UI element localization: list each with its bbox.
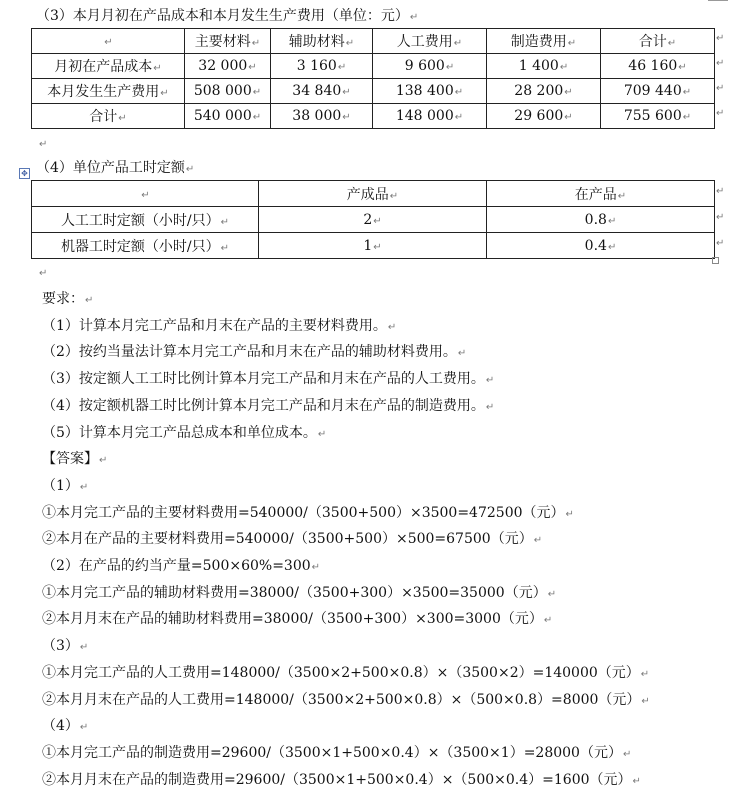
table-cell: 1 400↵ [487,54,601,79]
table-row [32,104,715,129]
table-row [32,207,715,233]
text-line: （4）↵ [42,718,89,735]
section-3-title: （3）本月月初在产品成本和本月发生生产费用（单位：元）↵ [36,8,419,24]
table-header-cell: ↵ [32,181,259,207]
table-cell: 540 000↵ [185,104,271,129]
table-cell: 38 000↵ [271,104,373,129]
table-cell: 148 000↵ [373,104,487,129]
table-header-row [32,181,715,207]
text-line: ②本月在产品的主要材料费用=540000/（3500+500）×500=67500（元）↵ [42,531,543,548]
section-4-title: （4）单位产品工时定额↵ [36,160,195,176]
row-end-mark: ↵ [716,58,725,69]
table-header-cell: 辅助材料↵ [271,29,373,54]
text-line: （3）↵ [42,638,89,655]
row-end-mark: ↵ [716,108,725,119]
text-line: ①本月完工产品的辅助材料费用=38000/（3500+300）×3500=35000（元）↵ [42,584,557,601]
table-cell: 28 200↵ [487,79,601,104]
text-line: （1）↵ [42,477,89,494]
table-cell: 合计↵ [32,104,185,129]
empty-paragraph: ↵ [39,268,48,279]
text-line: ②本月月末在产品的制造费用=29600/（3500×1+500×0.4）×（500×0.4）=1600（元）↵ [42,771,641,788]
table-cell: 人工工时定额（小时/只）↵ [32,207,259,233]
table-resize-handle[interactable] [712,257,719,264]
answer-heading: 【答案】↵ [42,451,108,468]
table-row [32,54,715,79]
work-hour-table [31,180,715,259]
text-line: （2）按约当量法计算本月完工产品和月末在产品的辅助材料费用。↵ [42,344,467,361]
table-header-cell: 产成品↵ [259,181,487,207]
table-cell: 0.4↵ [487,233,715,259]
text-line: （4）按定额机器工时比例计算本月完工产品和月末在产品的制造费用。↵ [42,397,495,414]
text-line: ①本月完工产品的制造费用=29600/（3500×1+500×0.4）×（3500×1）=28000（元）↵ [42,744,632,761]
text-line: ②本月月末在产品的辅助材料费用=38000/（3500+300）×300=3000（元）↵ [42,611,553,628]
table-header-row [32,29,715,54]
table-header-cell: 在产品↵ [487,181,715,207]
table-cell: 1↵ [259,233,487,259]
table-row [32,79,715,104]
table-move-handle-icon[interactable]: ✥ [19,168,30,179]
table-header-cell: 主要材料↵ [185,29,271,54]
row-end-mark: ↵ [716,212,725,223]
table-row [32,233,715,259]
table-cell: 机器工时定额（小时/只）↵ [32,233,259,259]
page-corner-mark [708,0,728,4]
table-cell: 138 400↵ [373,79,487,104]
table-cell: 32 000↵ [185,54,271,79]
text-line: ②本月月末在产品的人工费用=148000/（3500×2+500×0.8）×（500×0.8）=8000（元）↵ [42,691,650,708]
text-line: （3）按定额人工工时比例计算本月完工产品和月末在产品的人工费用。↵ [42,371,495,388]
table-cell: 29 600↵ [487,104,601,129]
text-line: （5）计算本月完工产品总成本和单位成本。↵ [42,424,327,441]
body-text [42,287,650,794]
table-header-cell: ↵ [32,29,185,54]
text-line: 要求：↵ [42,291,94,307]
table-cell: 0.8↵ [487,207,715,233]
table-cell: 月初在产品成本↵ [32,54,185,79]
table-cell: 508 000↵ [185,79,271,104]
table-header-cell: 制造费用↵ [487,29,601,54]
row-end-mark: ↵ [716,186,725,197]
empty-paragraph: ↵ [39,139,48,150]
cost-table [31,28,715,129]
table-cell: 9 600↵ [373,54,487,79]
table-cell: 本月发生生产费用↵ [32,79,185,104]
table-cell: 2↵ [259,207,487,233]
table-cell: 34 840↵ [271,79,373,104]
table-header-cell: 合计↵ [601,29,715,54]
text-line: ①本月完工产品的人工费用=148000/（3500×2+500×0.8）×（3500×2）=140000（元）↵ [42,664,650,681]
text-line: （1）计算本月完工产品和月末在产品的主要材料费用。↵ [42,317,397,334]
table-cell: 46 160↵ [601,54,715,79]
text-line: ①本月完工产品的主要材料费用=540000/（3500+500）×3500=472500（元）↵ [42,504,574,521]
table-cell: 3 160↵ [271,54,373,79]
row-end-mark: ↵ [716,238,725,249]
table-cell: 709 440↵ [601,79,715,104]
row-end-mark: ↵ [716,33,725,44]
table-header-cell: 人工费用↵ [373,29,487,54]
row-end-mark: ↵ [716,83,725,94]
text-line: （2）在产品的约当产量=500×60%=300↵ [42,558,321,575]
table-cell: 755 600↵ [601,104,715,129]
